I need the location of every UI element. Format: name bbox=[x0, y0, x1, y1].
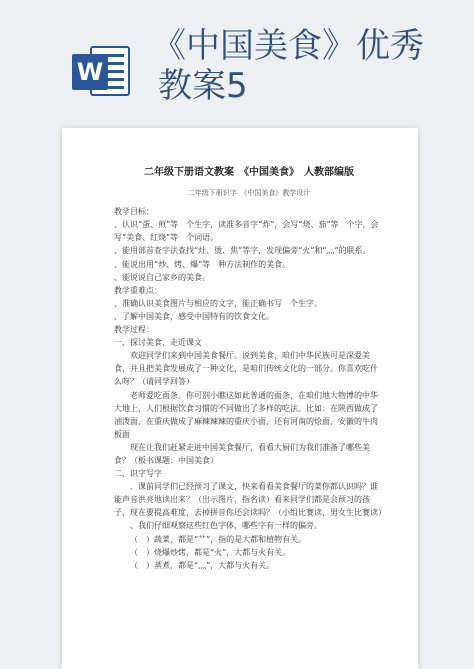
paragraph: 二、识字写字 bbox=[114, 469, 162, 479]
header bbox=[0, 0, 474, 120]
page-title-line2: 教案5 bbox=[158, 66, 248, 106]
paragraph: 现在让我们赶紧走进中国美食餐厅，看看大厨们为我们准备了哪些美食？（板书课题：中国美食） bbox=[114, 442, 370, 465]
paragraph: 教学目标： bbox=[114, 207, 154, 217]
paragraph: 、能用部首查字法查找“灶、烫、焦”等字，发现偏旁“火”和“灬”的联系。 bbox=[114, 246, 371, 256]
paragraph: 欢迎同学们来到中国美食餐厅。说到美食，咱们中华民族可是深爱美食，并且把美食发展成了一种文化，是咱们传统文化的一部分。你喜欢吃什么呀？（请同学回答） bbox=[114, 351, 378, 387]
paragraph: 、准确认识美食图片与相应的文字，能正确书写 个生字。 bbox=[114, 298, 322, 308]
paragraph: 教学重难点： bbox=[114, 285, 162, 295]
paragraph: （ ）烧爆炒烤，都是“火”，大都与火有关。 bbox=[130, 547, 291, 557]
paragraph: （ ）蔬菜，都是“艹”，指的是大都和植物有关。 bbox=[130, 534, 307, 544]
paragraph: 、我们仔细观察这些红色字体，哪些字有一样的偏旁。 bbox=[130, 521, 322, 531]
paragraph: 、能说说自己家乡的美食。 bbox=[114, 272, 210, 282]
paragraph: 、课前同学们已经预习了课文，快来看看美食餐厅的菜你都认识吗？谁能声音洪亮地读出来？（出示图片，指名读）看来同学们都是会预习的孩子，现在要提高难度，去掉拼音你还会读吗？（小组比赛读，男女生比赛读） bbox=[114, 482, 386, 518]
page-title-line1: 《中国美食》优秀 bbox=[152, 26, 424, 66]
paragraph: （ ）蒸煮，都是“灬”，大都与火有关。 bbox=[130, 560, 275, 570]
paragraph: 、能说出用“炒、烤、爆”等 种方法制作的美食。 bbox=[114, 259, 291, 269]
document-page bbox=[62, 128, 418, 669]
document-title: 二年级下册语文教案 《中国美食》 人教部编版 bbox=[144, 167, 354, 178]
paragraph: 老师爱吃面条。你可别小瞧这如此普通的面条，在咱们地大物博的中华大地上，人们根据饮食习惯的不同做出了多样的吃法。比如：在陕西做成了油泼面，在重庆做成了麻辣辣辣的重庆小面，还有河南的烩面，安徽的牛肉板面 bbox=[114, 390, 378, 439]
word-document-icon: W bbox=[70, 40, 132, 102]
paragraph: 、认识“蛋、煎”等 个生字，读准多音字“炸”，会写“烧、茄”等 个字，会写“美食、红烧”等 个词语。 bbox=[114, 220, 379, 243]
document-subtitle: 二年级下册识字 《中国美食》教学设计 bbox=[187, 189, 311, 198]
paragraph: 一、探讨美食，走近课文 bbox=[114, 338, 202, 348]
page-title bbox=[152, 26, 462, 106]
paragraph: 教学过程： bbox=[114, 325, 154, 335]
paragraph: 、了解中国美食，感受中国特有的饮食文化。 bbox=[114, 311, 274, 321]
